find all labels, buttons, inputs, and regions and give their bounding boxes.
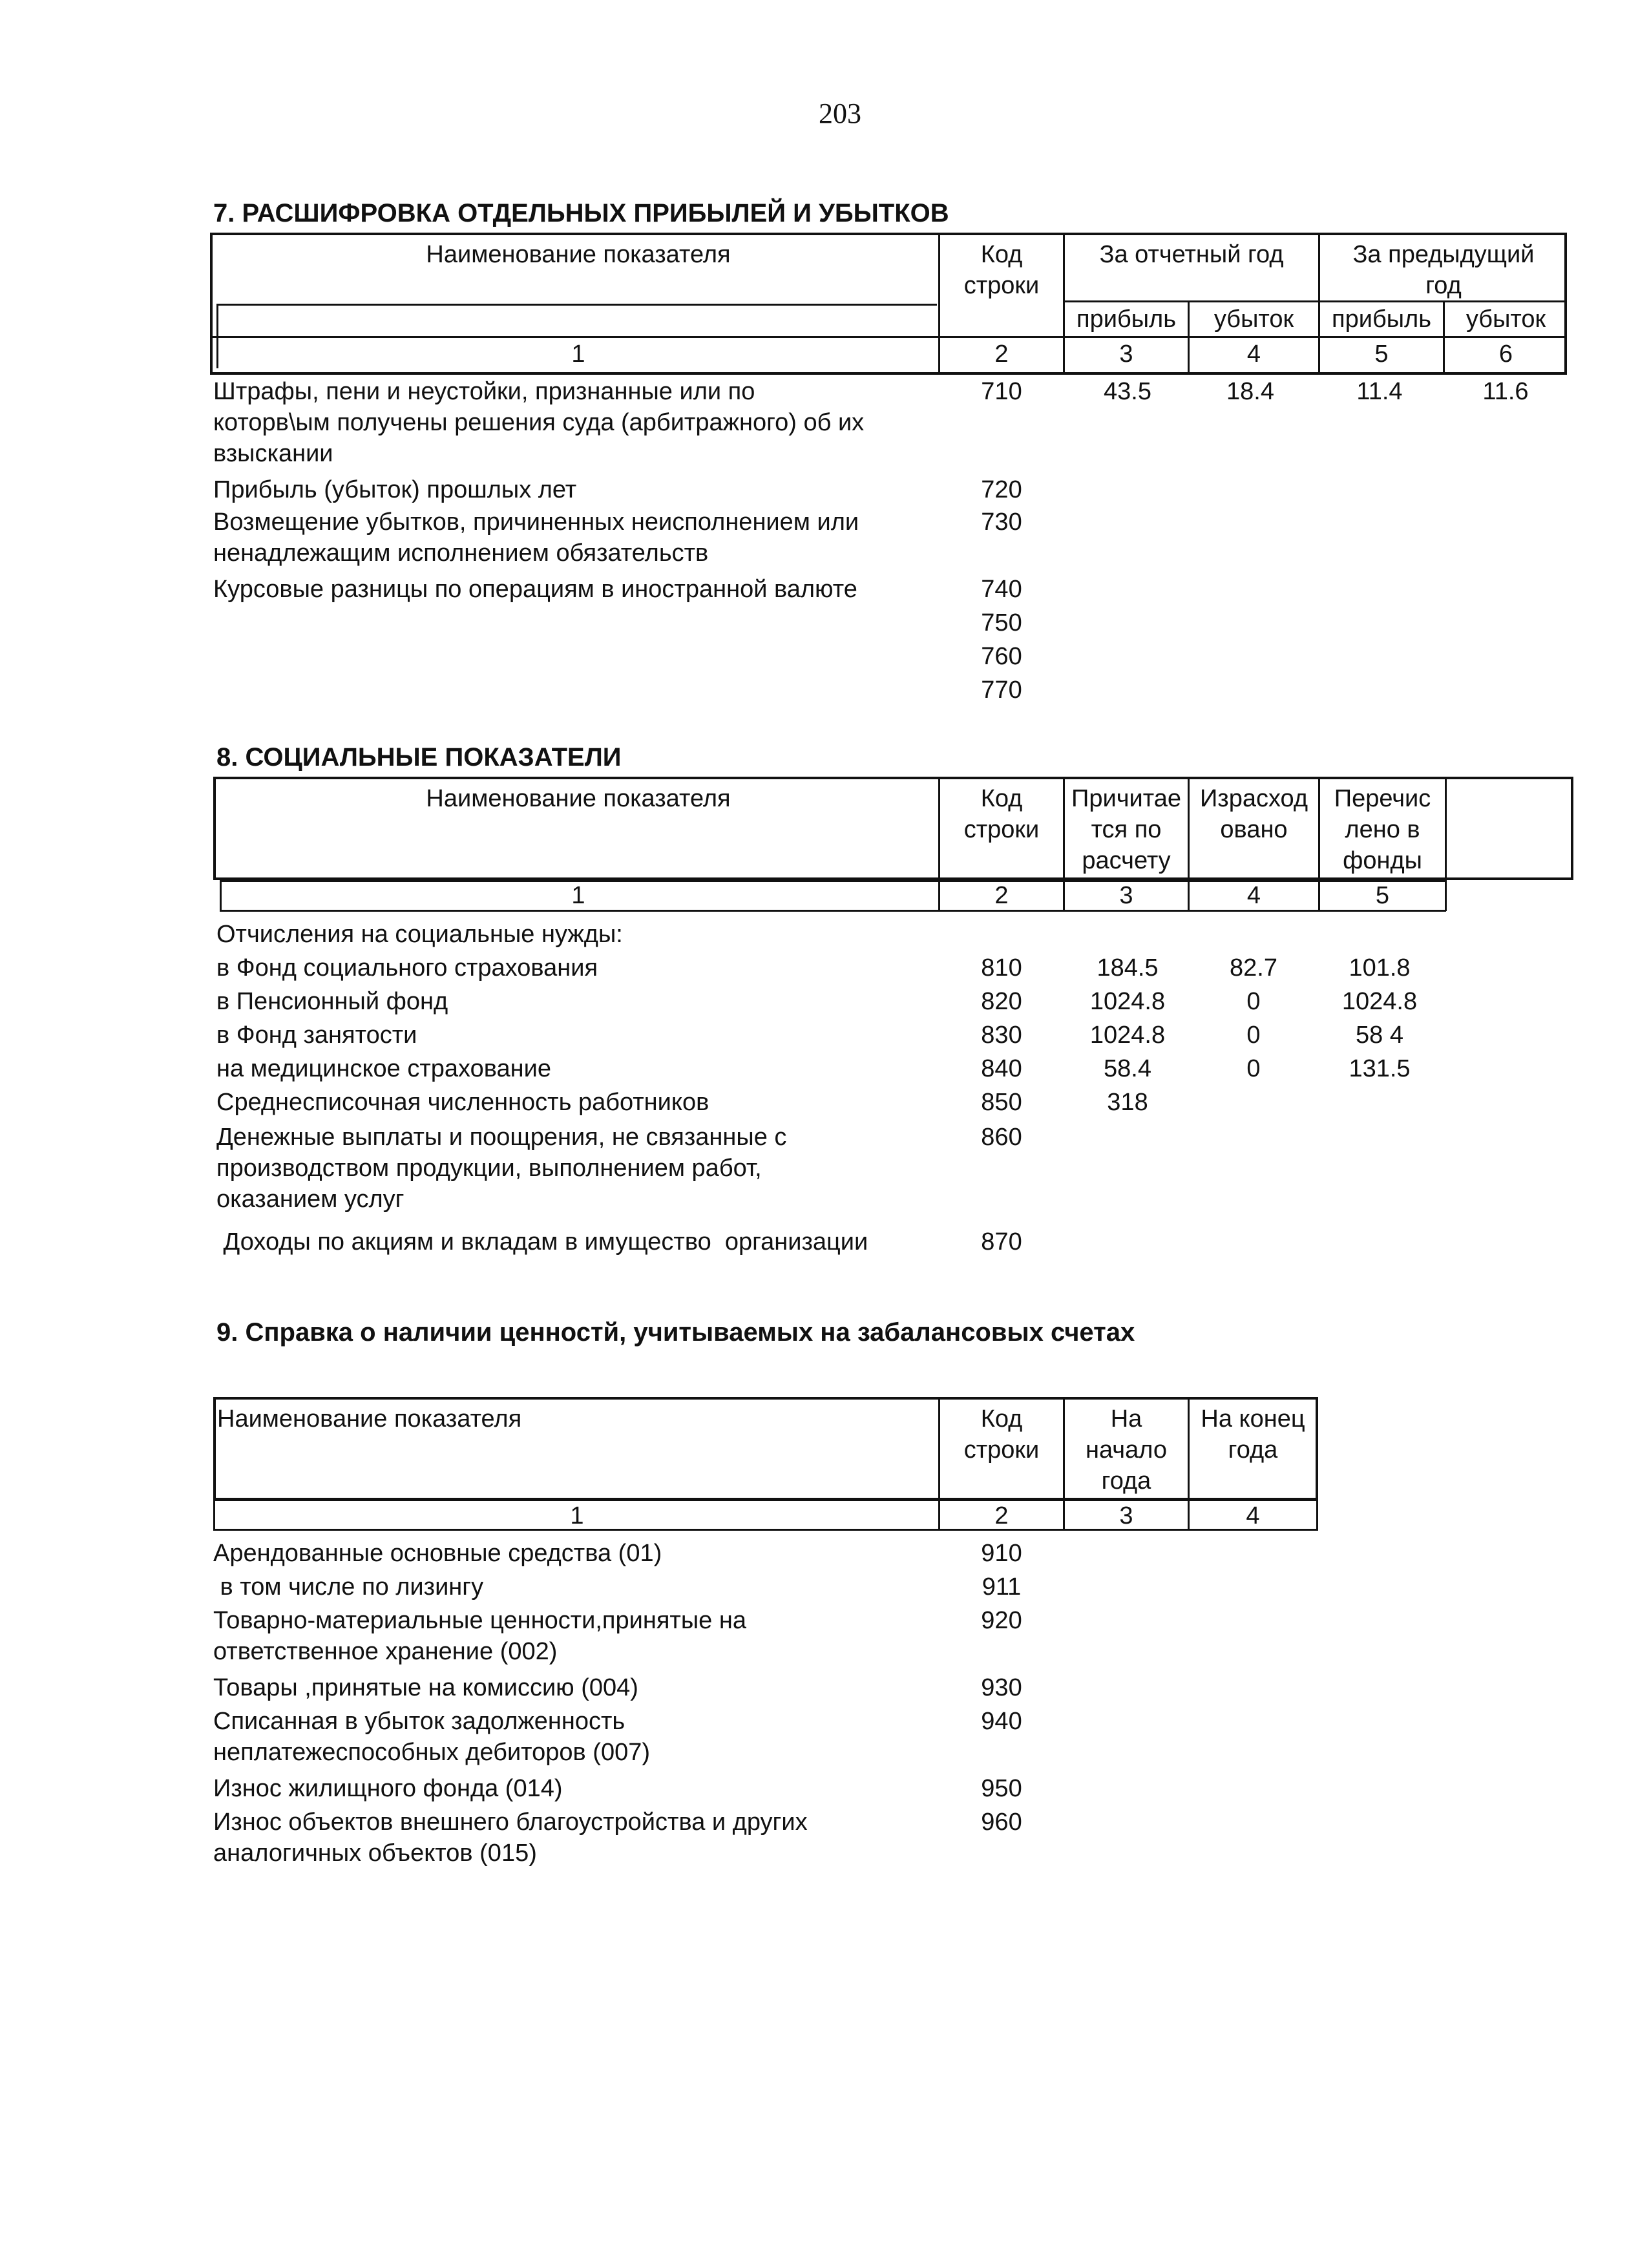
header-start-line1: На bbox=[1110, 1405, 1142, 1433]
row-value-due: 318 bbox=[1107, 1089, 1148, 1116]
row-label: в Пенсионный фонд bbox=[216, 988, 448, 1015]
header-start-line2: начало bbox=[1086, 1436, 1167, 1464]
row-label: Курсовые разницы по операциям в иностранной валюте bbox=[213, 576, 857, 603]
row-value-due: 1024.8 bbox=[1089, 1022, 1166, 1049]
row-code: 920 bbox=[981, 1607, 1022, 1634]
header-code-line2: строки bbox=[963, 272, 1040, 299]
column-number-4: 4 bbox=[1246, 882, 1261, 909]
row-value-transferred: 1024.8 bbox=[1341, 988, 1418, 1015]
row-label: в том числе по лизингу bbox=[213, 1573, 484, 1601]
row-label: Износ объектов внешнего благоустройства и других bbox=[213, 1809, 808, 1836]
row-label: ненадлежащим исполнением обязательств bbox=[213, 540, 709, 567]
row-label: Арендованные основные средства (01) bbox=[213, 1540, 662, 1567]
row-label: Товарно-материальные ценности,принятые на bbox=[213, 1607, 746, 1634]
header-code-line1: Код bbox=[980, 241, 1023, 268]
row-label: Товары ,принятые на комиссию (004) bbox=[213, 1674, 638, 1701]
row-value-spent: 0 bbox=[1246, 1055, 1261, 1082]
header-end-line1: На конец bbox=[1201, 1405, 1305, 1433]
row-label: неплатежеспособных дебиторов (007) bbox=[213, 1739, 651, 1766]
row-code: 950 bbox=[981, 1775, 1022, 1802]
header-end-line2: года bbox=[1228, 1436, 1278, 1464]
column-number-3: 3 bbox=[1119, 882, 1133, 909]
header-name: Наименование показателя bbox=[217, 1405, 522, 1433]
page-number: 203 bbox=[819, 98, 861, 129]
row-code: 820 bbox=[981, 988, 1022, 1015]
row-code: 710 bbox=[981, 378, 1022, 405]
row-value-loss: 18.4 bbox=[1226, 378, 1274, 405]
row-label: Списанная в убыток задолженность bbox=[213, 1708, 625, 1735]
row-label: в Фонд социального страхования bbox=[216, 954, 598, 982]
header-loss-prev: убыток bbox=[1465, 306, 1546, 333]
row-value-due: 184.5 bbox=[1097, 954, 1159, 982]
row-label: Штрафы, пени и неустойки, признанные или по bbox=[213, 378, 755, 405]
row-label: Возмещение убытков, причиненных неисполнением или bbox=[213, 509, 859, 536]
row-value-spent: 0 bbox=[1246, 988, 1261, 1015]
row-value-transferred: 101.8 bbox=[1349, 954, 1411, 982]
row-label: Доходы по акциям и вкладам в имущество организации bbox=[216, 1228, 868, 1255]
column-number-4: 4 bbox=[1246, 341, 1261, 368]
row-label: Отчисления на социальные нужды: bbox=[216, 921, 623, 948]
row-code: 840 bbox=[981, 1055, 1022, 1082]
row-value-loss-prev: 11.6 bbox=[1482, 378, 1529, 405]
header-code-line2: строки bbox=[963, 1436, 1040, 1464]
column-number-6: 6 bbox=[1498, 341, 1513, 368]
row-label: в Фонд занятости bbox=[216, 1022, 417, 1049]
row-code: 720 bbox=[981, 476, 1022, 503]
row-value-spent: 82.7 bbox=[1230, 954, 1277, 982]
header-prev-year-line2: год bbox=[1425, 272, 1462, 299]
column-number-2: 2 bbox=[994, 341, 1009, 368]
row-code: 750 bbox=[981, 609, 1022, 636]
header-due-line2: тся по bbox=[1091, 816, 1162, 843]
row-code: 730 bbox=[981, 509, 1022, 536]
header-code-line1: Код bbox=[980, 785, 1023, 812]
column-number-2: 2 bbox=[994, 1502, 1009, 1529]
header-profit-prev: прибыль bbox=[1332, 306, 1431, 333]
row-label: производством продукции, выполнением работ, bbox=[216, 1155, 762, 1182]
row-label: Денежные выплаты и поощрения, не связанные с bbox=[216, 1124, 787, 1151]
header-transferred-line2: лено в bbox=[1345, 816, 1420, 843]
row-label: оказанием услуг bbox=[216, 1186, 404, 1213]
column-number-5: 5 bbox=[1374, 341, 1389, 368]
row-value-spent: 0 bbox=[1246, 1022, 1261, 1049]
row-value-due: 1024.8 bbox=[1089, 988, 1166, 1015]
header-code-line1: Код bbox=[980, 1405, 1023, 1433]
column-number-4: 4 bbox=[1246, 1502, 1260, 1529]
header-name: Наименование показателя bbox=[426, 785, 731, 812]
row-code: 860 bbox=[981, 1124, 1022, 1151]
header-reporting-year: За отчетный год bbox=[1099, 241, 1284, 268]
header-start-line3: года bbox=[1101, 1467, 1151, 1495]
row-code: 810 bbox=[981, 954, 1022, 982]
row-label: взыскании bbox=[213, 440, 333, 467]
column-number-3: 3 bbox=[1119, 1502, 1133, 1529]
row-label: Износ жилищного фонда (014) bbox=[213, 1775, 563, 1802]
section-8-title: 8. СОЦИАЛЬНЫЕ ПОКАЗАТЕЛИ bbox=[216, 743, 622, 772]
row-label: которв\ым получены решения суда (арбитражного) об их bbox=[213, 409, 865, 436]
row-code: 760 bbox=[981, 643, 1022, 670]
row-label: на медицинское страхование bbox=[216, 1055, 551, 1082]
row-label: Прибыль (убыток) прошлых лет bbox=[213, 476, 577, 503]
header-profit: прибыль bbox=[1077, 306, 1176, 333]
row-code: 930 bbox=[981, 1674, 1022, 1701]
row-code: 740 bbox=[981, 576, 1022, 603]
row-label: ответственное хранение (002) bbox=[213, 1638, 558, 1665]
row-code: 770 bbox=[981, 677, 1022, 704]
column-number-1: 1 bbox=[571, 882, 585, 909]
column-number-2: 2 bbox=[994, 882, 1009, 909]
row-value-due: 58.4 bbox=[1104, 1055, 1151, 1082]
row-code: 940 bbox=[981, 1708, 1022, 1735]
row-value-transferred: 131.5 bbox=[1349, 1055, 1411, 1082]
column-number-3: 3 bbox=[1119, 341, 1133, 368]
row-code: 910 bbox=[981, 1540, 1022, 1567]
header-code-line2: строки bbox=[963, 816, 1040, 843]
section-7-title: 7. РАСШИФРОВКА ОТДЕЛЬНЫХ ПРИБЫЛЕЙ И УБЫТКОВ bbox=[213, 199, 949, 227]
column-number-5: 5 bbox=[1375, 882, 1390, 909]
column-number-1: 1 bbox=[571, 341, 585, 368]
row-label: Среднесписочная численность работников bbox=[216, 1089, 709, 1116]
section-9-title: 9. Справка о наличии ценностй, учитываемых на забалансовых счетах bbox=[216, 1318, 1135, 1347]
row-label: аналогичных объектов (015) bbox=[213, 1840, 537, 1867]
header-loss: убыток bbox=[1213, 306, 1294, 333]
row-code: 870 bbox=[981, 1228, 1022, 1255]
row-value-profit-prev: 11.4 bbox=[1356, 378, 1403, 405]
column-number-1: 1 bbox=[570, 1502, 584, 1529]
header-spent-line2: овано bbox=[1220, 816, 1288, 843]
header-due-line3: расчету bbox=[1082, 847, 1171, 874]
row-code: 830 bbox=[981, 1022, 1022, 1049]
row-value-transferred: 58 4 bbox=[1356, 1022, 1403, 1049]
row-code: 960 bbox=[981, 1809, 1022, 1836]
header-transferred-line1: Перечис bbox=[1334, 785, 1431, 812]
header-transferred-line3: фонды bbox=[1343, 847, 1422, 874]
row-value-profit: 43.5 bbox=[1104, 378, 1151, 405]
header-spent-line1: Израсход bbox=[1199, 785, 1308, 812]
header-prev-year-line1: За предыдущий bbox=[1352, 241, 1535, 268]
header-due-line1: Причитае bbox=[1071, 785, 1181, 812]
header-name: Наименование показателя bbox=[426, 241, 731, 268]
row-code: 911 bbox=[982, 1573, 1022, 1601]
row-code: 850 bbox=[981, 1089, 1022, 1116]
